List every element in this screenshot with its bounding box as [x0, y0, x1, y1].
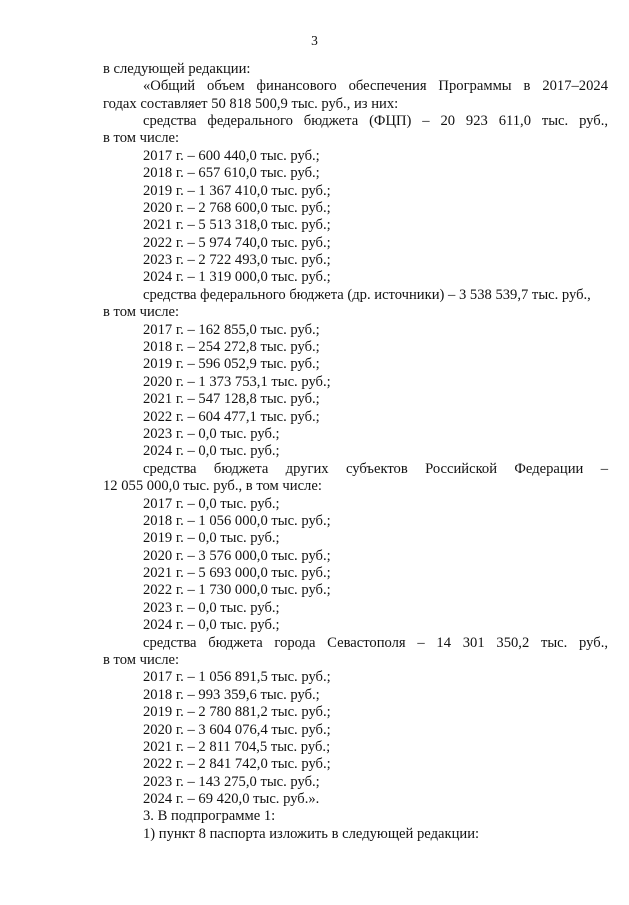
text-line: 2024 г. – 69 420,0 тыс. руб.».: [143, 791, 320, 807]
text-line: 2023 г. – 2 722 493,0 тыс. руб.;: [143, 252, 331, 268]
text-line: 2020 г. – 3 576 000,0 тыс. руб.;: [143, 548, 331, 564]
text-line: 2020 г. – 2 768 600,0 тыс. руб.;: [143, 200, 331, 216]
text-line: 2020 г. – 1 373 753,1 тыс. руб.;: [143, 374, 331, 390]
text-line: в том числе:: [103, 130, 180, 146]
text-line: 2019 г. – 596 052,9 тыс. руб.;: [143, 356, 320, 372]
text-line: в том числе:: [103, 652, 180, 668]
text-line: 2022 г. – 2 841 742,0 тыс. руб.;: [143, 756, 331, 772]
text-line: 2022 г. – 1 730 000,0 тыс. руб.;: [143, 582, 331, 598]
text-line: 2024 г. – 0,0 тыс. руб.;: [143, 617, 280, 633]
text-line: «Общий объем финансового обеспечения Программы в 2017–2024: [143, 78, 608, 94]
text-line: 2019 г. – 0,0 тыс. руб.;: [143, 530, 280, 546]
text-line: 2023 г. – 0,0 тыс. руб.;: [143, 426, 280, 442]
text-line: 2022 г. – 5 974 740,0 тыс. руб.;: [143, 235, 331, 251]
text-line: 2022 г. – 604 477,1 тыс. руб.;: [143, 409, 320, 425]
text-line: 2021 г. – 2 811 704,5 тыс. руб.;: [143, 739, 331, 755]
text-line: 2019 г. – 2 780 881,2 тыс. руб.;: [143, 704, 331, 720]
text-line: 2023 г. – 143 275,0 тыс. руб.;: [143, 774, 320, 790]
text-line: 2017 г. – 162 855,0 тыс. руб.;: [143, 322, 320, 338]
text-line: 2018 г. – 993 359,6 тыс. руб.;: [143, 687, 320, 703]
text-line: средства бюджета других субъектов Российской Федерации –: [143, 461, 608, 477]
text-line: 2017 г. – 0,0 тыс. руб.;: [143, 496, 280, 512]
text-line: 3. В подпрограмме 1:: [143, 808, 276, 824]
text-line: 2021 г. – 5 513 318,0 тыс. руб.;: [143, 217, 331, 233]
text-line: 2024 г. – 0,0 тыс. руб.;: [143, 443, 280, 459]
text-line: 2020 г. – 3 604 076,4 тыс. руб.;: [143, 722, 331, 738]
text-line: средства федерального бюджета (ФЦП) – 20 923 611,0 тыс. руб.,: [143, 113, 608, 129]
text-line: годах составляет 50 818 500,9 тыс. руб., из них:: [103, 96, 399, 112]
text-line: 2018 г. – 254 272,8 тыс. руб.;: [143, 339, 320, 355]
text-line: средства федерального бюджета (др. источники) – 3 538 539,7 тыс. руб.,: [143, 287, 591, 303]
text-line: 2017 г. – 1 056 891,5 тыс. руб.;: [143, 669, 331, 685]
text-line: 12 055 000,0 тыс. руб., в том числе:: [103, 478, 322, 494]
text-line: 2021 г. – 547 128,8 тыс. руб.;: [143, 391, 320, 407]
text-line: 2021 г. – 5 693 000,0 тыс. руб.;: [143, 565, 331, 581]
text-line: 2018 г. – 657 610,0 тыс. руб.;: [143, 165, 320, 181]
text-line: 2023 г. – 0,0 тыс. руб.;: [143, 600, 280, 616]
text-line: 2024 г. – 1 319 000,0 тыс. руб.;: [143, 269, 331, 285]
text-line: 2019 г. – 1 367 410,0 тыс. руб.;: [143, 183, 331, 199]
page-number: 3: [311, 33, 318, 48]
text-line: в следующей редакции:: [103, 61, 251, 77]
text-line: 2017 г. – 600 440,0 тыс. руб.;: [143, 148, 320, 164]
text-line: в том числе:: [103, 304, 180, 320]
text-line: 2018 г. – 1 056 000,0 тыс. руб.;: [143, 513, 331, 529]
text-line: 1) пункт 8 паспорта изложить в следующей редакции:: [143, 826, 480, 842]
text-line: средства бюджета города Севастополя – 14 301 350,2 тыс. руб.,: [143, 635, 608, 651]
